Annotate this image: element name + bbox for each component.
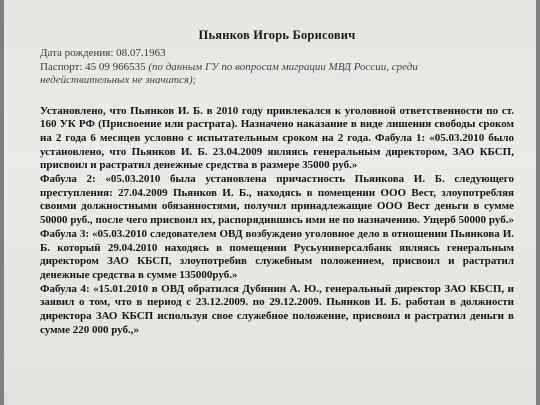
passport-note-second: недействительных не значится); [40,74,197,86]
passport-number: 45 09 966535 [85,60,146,73]
document-page [4,0,536,405]
birth-date-line [40,47,514,61]
passport-note-first: (по данным ГУ по вопросам миграции МВД России, среди [148,60,418,73]
paragraph-fabula-2-3: Фабула 2: «05.03.2010 была установлена причастность Пьянкова И. Б. следующего преступления: 27.04.2009 Пьянков И. Б., находясь в помещении ООО Вест, злоупотребляя своими должностными обязанностями, получил принадлежащие ООО Вест деньги в сумме 50000 руб., после чего присвоил их, распорядившись ими не по назначению. Ущерб 50000 руб.» Фабула 3: «05.03.2010 следователем ОВД возбуждено уголовное дело в отношении Пьянкова И. Б. который 29.04.2010 находясь в помещении Русьуниверсалбанк являясь генеральным директором ЗАО КБСП, злоупотребив служебным положением, присвоил и растратил денежные средства в сумме 135000руб.» [40,173,514,281]
birth-date-value: 08.07.1963 [116,47,166,59]
passport-label: Паспорт: [40,60,83,73]
birth-date-label: Дата рождения: [40,47,114,59]
document-body [40,105,514,338]
paragraph-fabula-4: Фабула 4: «15.01.2010 в ОВД обратился Дубинин А. Ю., генеральный директор ЗАО КБСП, и заявил о том, что в период с 23.12.2009. по 29.12.2009. Пьянков И. Б. работая в должности директора ЗАО КБСП используя свое служебное положение, присвоил и растратил деньги в сумме 220 000 руб.,» [40,282,514,336]
passport-line [40,61,514,75]
person-name-heading: Пьянков Игорь Борисович [198,28,356,42]
paragraph-conviction: Установлено, что Пьянков И. Б. в 2010 году привлекался к уголовной ответственности по ст. 160 УК РФ (Присвоение или растрата). Назначено наказание в виде лишения свободы сроком на 2 года 6 месяцев условно с испытательным сроком на 2 года. Фабула 1: «05.03.2010 было установлено, что Пьянков И. Б. 23.04.2009 являясь генеральным директором, ЗАО КБСП, присвоил и растратил денежные средства в размере 35000 руб.» [40,104,514,172]
